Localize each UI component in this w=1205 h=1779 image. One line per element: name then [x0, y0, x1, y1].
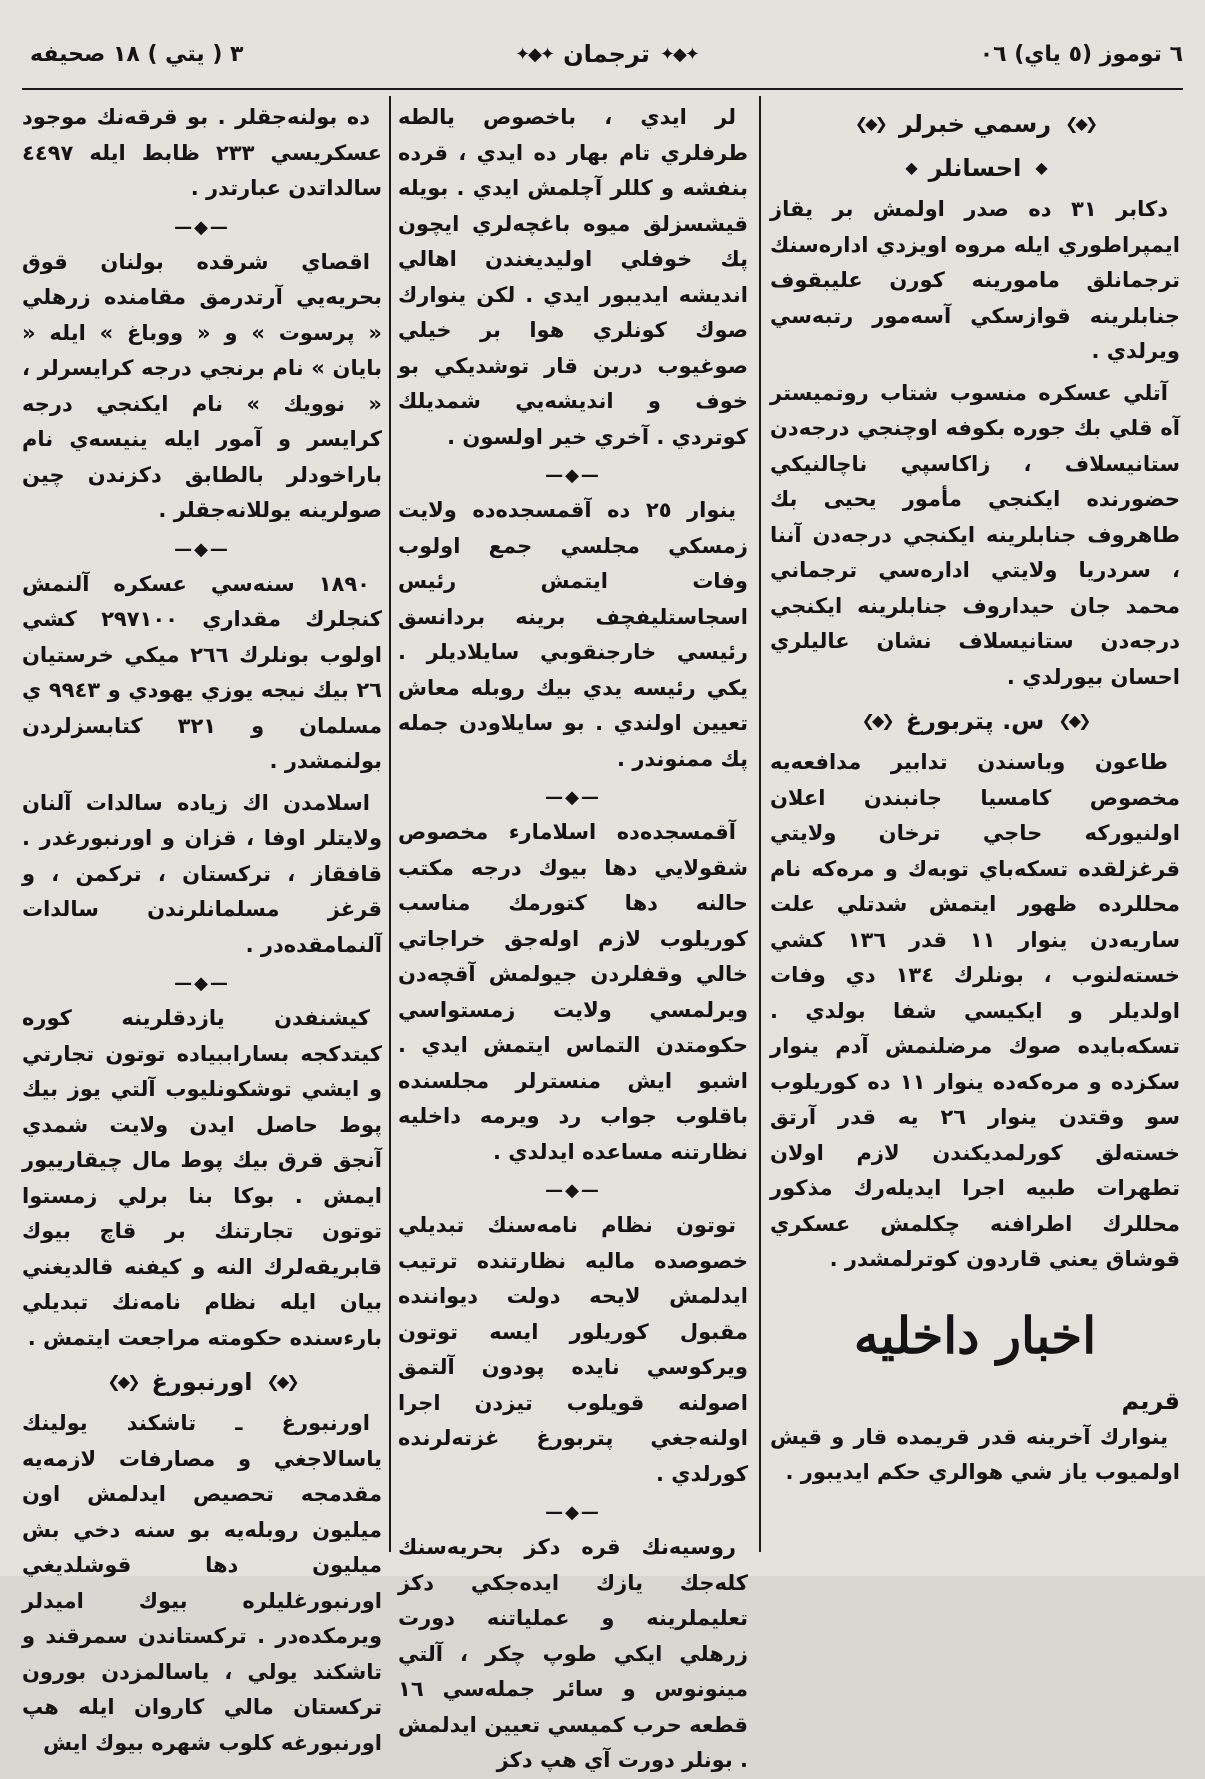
ornament-icon: ◆	[905, 158, 915, 177]
heading-st-petersburg: س. پتربورغ	[905, 707, 1045, 735]
ornament-icon: ❮◆❯	[854, 114, 885, 133]
article-paragraph: ينوارك آخرينه قدر قريمده قار و قيش اولميوب ياز شي هوالري حكم ايديبور .	[770, 1424, 1180, 1484]
top-rule	[22, 88, 1183, 90]
column-right	[770, 100, 1180, 1548]
article-paragraph: توتون نظام نامه‌سنك تبديلي خصوصده ماليه نظارتنده ترتيب ايدلمش لايحه دولت ديواننده مقبول كوريلور ايسه توتون ويركوسي نايده پودون آلتمق اصولنه قويلوب تيزدن اجرا اولنه‌جغي پتربورغ غزته‌لرنده كورلدي .	[398, 1213, 748, 1486]
ornament-icon: ❮◆❯	[1058, 711, 1089, 730]
column-middle	[398, 100, 748, 1772]
article-paragraph: اورنبورغ ـ تاشكند يولينك ياسالاجغي و مصارفات لازمه‌يه مقدمجه تحصيص ايدلمش اون ميليون روبله‌يه بو سنه دخي بش ميليون دها قوشلديغي اورنبورغليلره بيوك اميدلر ويرمكده‌در . تركستاندن سمرقند و تاشكند يولي ، ياسالمزدن بورون تركستان مالي كاروان ايله هپ اورنبورغه كلوب شهره بيوك ايش	[22, 1411, 382, 1755]
ornament-icon: ◆	[1035, 158, 1045, 177]
ornament-icon: ❮◆❯	[861, 711, 892, 730]
heading-crimea: قريم	[1121, 1386, 1180, 1415]
masthead	[30, 38, 1183, 84]
heading-domestic-news: اخبار داخليه	[853, 1305, 1097, 1365]
article-paragraph: كيشنفدن يازدقلرينه كوره كيتدكجه بساراببياده توتون تجارتي و ايشي توشكونليوب آلتي يوز بيك پوط حاصل ايدن ولايت شمدي آنجق قرق بيك پوط مال چيقارييور ايمش . بوكا بنا برلي زمستوا توتون تجارتنك بر قاچ بيوك قابريقه‌لرك النه و كيفنه قالديغني بيان ايله نظام نامه‌نك تبديلي بارءسنده حكومته مراجعت ايتمش .	[22, 1006, 382, 1350]
article-paragraph: روسيه‌نك قره دكز بحريه‌سنك كله‌جك يازك ايده‌جكي دكز تعليملرينه و عملياتنه دورت زرهلي ايكي طوپ چكر ، آلتي مينونوس و سائر جمله‌سي ١٦ قطعه حرب كميسي تعيين ايدلمش . بونلر دورت آي هپ دكز	[398, 1535, 748, 1772]
separator-ornament: —◆—	[174, 973, 230, 994]
newspaper-title	[515, 40, 698, 68]
article-paragraph: آتلي عسكره منسوب شتاب روتميستر آه قلي بك جوره بكوفه اوچنجي درجه‌دن ستانيسلاف ، زاكاسپي ناچالنيكي حضورنده ايكنجي مأمور يحيى بك طاهروف جنابلرينه ايكنجي درجه‌دن آننا ، سردريا ولايتي اداره‌سي ترجماني محمد جان حيداروف جنابلرينه ايكنجي درجه‌دن ستانيسلاف نشان عاليلري احسان بيورلدي .	[770, 380, 1180, 689]
article-paragraph: اقصاي شرقده بولنان قوق بحريه‌يي آرتدرمق مقامنده زرهلي « پرسوت » و « ووباغ » ايله « بايان » نام برنجي درجه كرايسرلر ، « نوويك » نام ايكنجي درجه كرايسر و آمور ايله ينيسه‌ي نام باراخودلر بالطابق دكزندن چين صولرينه يوللانه‌جقلر .	[22, 249, 382, 522]
ornament-icon: ❮◆❯	[1065, 114, 1096, 133]
ornament-icon: ✦◆✦	[659, 43, 698, 65]
article-paragraph: لر ايدي ، باخصوص يالطه طرفلري تام بهار ده ايدي ، قرده بنفشه و كللر آچلمش ايدي . بويله قيشسزلق ميوه باغچه‌لري ايچون پك خوفلي اوليديغندن اهالي انديشه ايديبور ايدي . لكن ينوارك صوك كونلري هوا بر خيلي صوغيوب دربن قار توشديكي بو خوف و انديشه‌يي شمديلك كوتردي . آخري خير اولسون .	[398, 105, 748, 449]
issue-date: ٦ توموز (٥ ياي) ٠٦	[979, 42, 1183, 67]
heading-awards: احسانلر	[928, 154, 1022, 182]
page-number: ٣ ( يتي ) ١٨ صحيفه	[30, 42, 244, 67]
article-paragraph: ينوار ٢٥ ده آقمسجده‌ده ولايت زمسكي مجلسي جمع اولوب وفات ايتمش رئيس اسجاستليفچف برينه بردانسق رئيسي خارجنقوبي سايلاديلر . يكي رئيسه يدي بيك روبله معاش تعيين اولندي . بو سايلاودن جمله پك ممنوندر .	[398, 498, 748, 771]
column-divider	[759, 96, 761, 1552]
section-heading	[770, 104, 1180, 144]
section-subheading	[770, 148, 1180, 188]
separator-ornament: —◆—	[545, 1180, 601, 1201]
column-divider	[389, 96, 391, 1552]
separator-ornament: —◆—	[545, 1502, 601, 1523]
separator-ornament: —◆—	[174, 216, 230, 238]
heading-official-news: رسمي خبرلر	[898, 110, 1052, 138]
section-heading	[770, 701, 1180, 741]
ornament-icon: ✦◆✦	[515, 43, 554, 65]
article-paragraph: طاعون وباسندن تدابير مدافعه‌يه مخصوص كامسيا جانبندن اعلان اولنيوركه حاجي ترخان ولايتي قرغزلقده تسكه‌باي توبه‌ك و مره‌كه نام محللرده ظهور ايتمش شدتلي علت ساريه‌دن ينوار ١١ قدر ١٣٦ كشي خسته‌لنوب ، بونلرك ١٣٤ دي وفات اولديلر و ايكيسي شفا بولدي . تسكه‌بايده صوك مرضلنمش آدم ينوار سكزده و مره‌كه‌ده ينوار ١١ ده كوريلوب سو وقتدن ينوار ٢٦ يه قدر آرتق خسته‌لق كورلمديكندن لازم اولان تطهرات طبيه اجرا ايديله‌رك مذكور محللرك اطرافنه چكلمش عسكري قوشاق يعني قاردون كوترلمشدر .	[770, 750, 1181, 1271]
ornament-icon: ❮◆❯	[107, 1372, 138, 1391]
separator-ornament: —◆—	[545, 787, 601, 808]
article-paragraph: اسلامدن اك زياده سالدات آلنان ولايتلر اوفا ، قزان و اورنبورغدر . قافقاز ، تركستان ، تركمن ، و قرغز مسلمانلرندن سالدات آلنمامقده‌در .	[22, 790, 382, 957]
article-paragraph: آقمسجده‌ده اسلامارء مخصوص شقولايي دها بيوك درجه مكتب حالنه دها كتورمك مناسب كوريلوب لازم اوله‌جق خراجاتي خالي وقفلردن جيولمش آقچه‌دن ويرلمسي ولايت زمستواسي حكومتدن التماس ايتمش ايدي . اشبو ايش منسترلر مجلسنده باقلوب جواب رد ويرمه داخليه نظارتنه مساعده ايدلدي .	[398, 820, 748, 1164]
section-heading	[22, 1362, 382, 1402]
separator-ornament: —◆—	[174, 538, 230, 560]
ornament-icon: ❮◆❯	[266, 1372, 297, 1391]
heading-orenburg: اورنبورغ	[151, 1368, 253, 1396]
separator-ornament: —◆—	[545, 465, 601, 486]
column-left	[22, 100, 383, 1755]
newspaper-name: ترجمان	[563, 40, 650, 68]
article-paragraph: ١٨٩٠ سنه‌سي عسكره آلنمش كنجلرك مقداري ٢٩٧١٠٠ كشي اولوب بونلرك ٢٦٦ ميكي خرستيان ٢٦ بيك نيجه يوزي يهودي و ٩٩٤٣ ي مسلمان و ٣٢١ كتابسزلردن بولنمشدر .	[22, 571, 383, 773]
article-paragraph: دكابر ٣١ ده صدر اولمش بر يقاز ايمپراطوري ايله مروه اويزدي اداره‌سنك ترجمانلق مامورينه كورن عليبقوف جنابلرينه قواز‌سكي آسه‌مور رتبه‌سي ويرلدي .	[770, 197, 1180, 363]
article-paragraph: ده بولنه‌جقلر . بو قرقه‌نك موجود عسكريسي ٢٣٣ ظابط ايله ٤٤٩٧ سالداتدن عبارتدر .	[22, 105, 382, 200]
